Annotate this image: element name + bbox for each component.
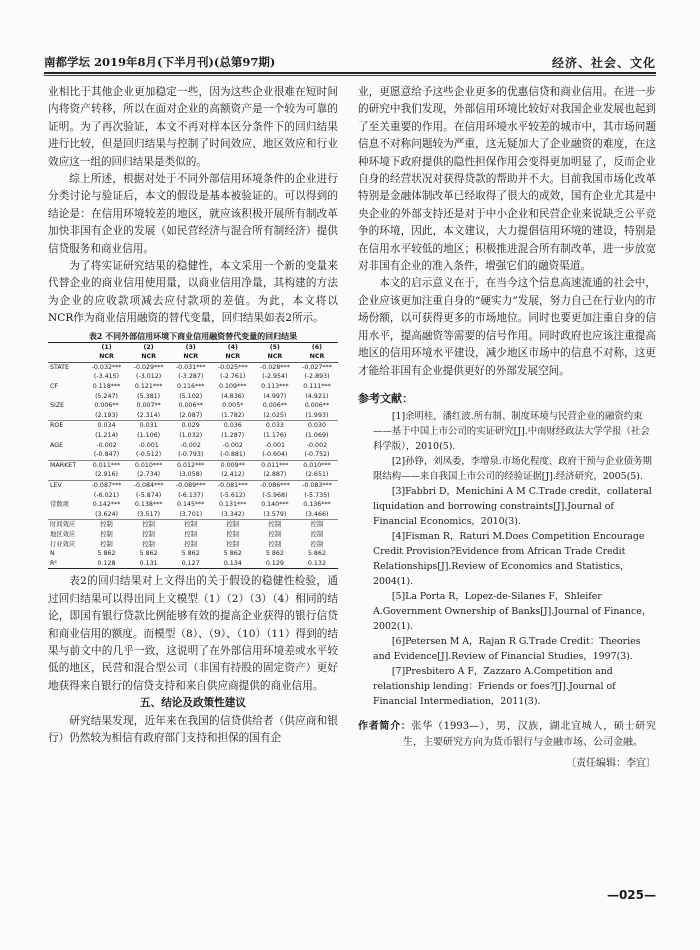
header-rule-thin — [44, 75, 656, 76]
table-cell: 0.129 — [254, 559, 296, 569]
table-cell: (-5.968) — [262, 491, 288, 499]
table-cell: 0.006** — [178, 402, 203, 410]
author-label: 作者简介： — [358, 721, 412, 733]
table-cell: (3.517) — [137, 510, 161, 518]
table-cell: -0.029*** — [133, 363, 164, 371]
table-cell: -0.031*** — [175, 363, 206, 371]
table-cell: 0.136*** — [303, 501, 331, 509]
table-body — [48, 362, 338, 568]
table-cell: (4.997) — [263, 392, 287, 400]
table-cell: 控制 — [128, 520, 170, 530]
table-caption: 表2 不同外部信用环境下商业信用融资替代变量的回归结果 — [88, 330, 298, 341]
references-list — [358, 409, 656, 709]
table-header-cell — [48, 342, 86, 352]
table-cell: 控制 — [268, 540, 282, 548]
table-cell: 0.132 — [296, 559, 338, 569]
table-subheader-cell: NCR — [170, 352, 212, 362]
table-cell: -0.002 — [96, 441, 117, 449]
header-rule — [44, 72, 656, 74]
table-cell: (-6.137) — [178, 491, 204, 499]
table-row-label: 行业效应 — [50, 540, 76, 548]
table-cell: -0.001 — [264, 441, 285, 449]
table-cell: 0.006** — [262, 402, 288, 410]
table-cell: (-5.874) — [136, 491, 162, 499]
table-row-label: CF — [50, 383, 59, 391]
table-cell: (-5.735) — [304, 491, 330, 499]
table-cell: 控制 — [170, 520, 212, 530]
table-cell: 5 862 — [307, 550, 326, 558]
table-row — [48, 421, 338, 431]
table-cell: 控制 — [184, 540, 197, 548]
table-cell: 0.131 — [128, 559, 170, 569]
reference-item: [7]Presbitero A F，Zazzaro A.Competition and relationship lending：Friends or foes?[J].Journal of Financial Intermediation，2011(3). — [373, 666, 616, 708]
table-row-label: MARKET — [48, 460, 86, 470]
table-cell: 控制 — [296, 520, 338, 530]
table-cell: 5 862 — [181, 550, 200, 558]
table-cell: -0.089*** — [170, 481, 212, 491]
table-cell: 0.034 — [86, 421, 128, 431]
table-header-cell: (1) — [86, 342, 128, 352]
table-row — [48, 411, 338, 421]
table-cell: (2.087) — [179, 411, 203, 419]
table-subheader-cell: NCR — [212, 352, 254, 362]
table-subheader-cell: NCR — [86, 352, 128, 362]
table-row-label: N — [50, 550, 55, 558]
table-cell: -0.084*** — [128, 481, 170, 491]
table-cell: (-3.287) — [178, 373, 204, 381]
table-cell: (5.247) — [95, 392, 119, 400]
table-row-label: 时间效应 — [48, 520, 86, 530]
section-heading: 五、结论及政策性建议 — [140, 697, 246, 710]
table-cell: (3.342) — [221, 510, 245, 518]
table-cell: (3.579) — [263, 510, 287, 518]
table-cell: (2.651) — [305, 471, 329, 479]
table-cell: -0.002 — [180, 441, 201, 449]
table-cell: -0.002 — [306, 441, 328, 449]
table-cell: -0.001 — [138, 441, 159, 449]
table-cell: -0.028*** — [259, 363, 290, 371]
table-row — [48, 470, 338, 480]
reference-item: [1]余明桂，潘红波.所有制、制度环境与民营企业的融资约束——基于中国上市公司的实证研究[J].中南财经政法大学学报（社会科学版），2010(5). — [373, 411, 650, 453]
table-cell: (2.887) — [263, 471, 287, 479]
table-cell: (-6.021) — [93, 491, 120, 499]
table-cell: 0.029 — [170, 421, 212, 431]
table-row — [48, 372, 338, 382]
table-subheader-cell — [48, 352, 86, 362]
table-cell: (2.314) — [137, 411, 161, 419]
responsible-editor: 〔责任编辑：李宜〕 — [566, 758, 656, 770]
table-subheader-cell: NCR — [128, 352, 170, 362]
table-cell: 控制 — [184, 530, 197, 538]
table-cell: (-0.881) — [220, 451, 246, 459]
table-cell: 控制 — [226, 540, 240, 548]
paragraph: 为了将实证研究结果的稳健性，本文采用一个新的变量来代替企业的商业信用使用量，以商业信用净量，其构建的方法为企业的应收款项减去应付款项的差值。为此，本文将以NCR作为商业信用融资的替代变量，回归结果如表2所示。 — [48, 260, 338, 325]
journal-issue: 2019年8月(下半月刊)(总第97期) — [94, 55, 276, 69]
table-cell: (1.106) — [137, 432, 161, 440]
table-cell: 5 862 — [139, 550, 158, 558]
journal-info — [44, 54, 275, 70]
table-cell: 5 862 — [97, 550, 116, 558]
page-number: —025— — [606, 888, 656, 902]
paragraph: 表2的回归结果对上文得出的关于假设的稳健性检验，通过回归结果可以得出同上文模型（1）（2）（3）（4）相同的结论，即国有银行贷款比例能够有效的提高企业获得的银行信贷和商业信用的额度。而模型（8）、（9）、（10）（11）得到的结果与前文中的几乎一致，这说明了在外部信用环境差或水平较低的地区，民营和混合型公司（非国有持股的固定资产）更好地获得来自银行的信贷支持和来自供应商提供的商业信用。 — [48, 575, 338, 692]
references-heading: 参考文献： — [358, 391, 413, 405]
table-cell: (3.624) — [95, 510, 119, 518]
table-cell: -0.086*** — [254, 481, 296, 491]
reference-item: [2]孙铮，刘凤委，李增泉.市场化程度、政府干预与企业债务期限结构——来自我国上市公司的经验证据[J].经济研究，2005(5). — [373, 456, 652, 483]
journal-section: 经济、社会、文化 — [551, 56, 656, 70]
table-row — [48, 559, 338, 569]
table-subheader-cell: NCR — [296, 352, 338, 362]
table-cell: -0.027*** — [302, 363, 332, 371]
table-row-label: R² — [48, 559, 86, 569]
table-row — [48, 520, 338, 530]
table-cell: -0.083*** — [296, 481, 338, 491]
table-cell: 0.128 — [86, 559, 128, 569]
table-row-label — [48, 431, 86, 441]
table-cell: 0.031 — [128, 421, 170, 431]
table-cell: 控制 — [212, 520, 254, 530]
table-cell: 控制 — [310, 530, 324, 538]
table-cell: (-3.415) — [93, 373, 120, 381]
left-column — [48, 84, 338, 747]
reference-item: [6]Petersen M A，Rajan R G.Trade Credit：Theories and Evidence[J].Review of Financial Studies，1997(3). — [373, 636, 641, 663]
table-cell: 控制 — [226, 530, 240, 538]
table-cell: (2.193) — [95, 411, 119, 419]
table-cell: (5.381) — [137, 392, 161, 400]
table-row-label — [48, 411, 86, 421]
reference-item: [4]Fisman R，Raturi M.Does Competition Encourage Credit Provision?Evidence from African Trade Credit Relationships[J].Review of Economics and Statistics，2004(1). — [373, 531, 645, 588]
table-cell: (-0.752) — [304, 451, 330, 459]
table-row-label: STATE — [50, 363, 69, 371]
table-cell: (4.836) — [221, 392, 245, 400]
table-cell: 0.011*** — [86, 460, 128, 470]
table-cell: 控制 — [142, 530, 155, 538]
table-cell: (3.701) — [179, 510, 203, 518]
table-cell: 0.113*** — [261, 383, 289, 391]
table-cell: (-0.604) — [262, 451, 288, 459]
table-cell: 5 862 — [223, 550, 242, 558]
paragraph: 综上所述，根据对处于不同外部信用环境条件的企业进行分类讨论与验证后，本文的假设是基本被验证的。可以得到的结论是：在信用环境较差的地区，就应该积极开展所有制改革加快非国有企业的发展（如民营经济与混合所有制经济）提供信贷服务和商业信用。 — [48, 173, 338, 255]
table-row — [48, 460, 338, 470]
table-cell: -0.002 — [222, 441, 243, 449]
table-row-label: AGE — [50, 441, 64, 449]
table-header-cell: (4) — [212, 342, 254, 352]
table-row — [48, 530, 338, 540]
paragraph: 研究结果发现，近年来在我国的信贷供给者（供应商和银行）仍然较为相信有政府部门支持和担保的国有企 — [48, 714, 338, 744]
table-cell: -0.081*** — [212, 481, 254, 491]
table-row — [48, 431, 338, 441]
table-cell: (-5.612) — [220, 491, 246, 499]
table-row — [48, 491, 338, 501]
table-cell: 控制 — [254, 520, 296, 530]
table-header-cell: (2) — [128, 342, 170, 352]
table-subheader-cell: NCR — [254, 352, 296, 362]
table-cell: 0.116*** — [176, 383, 205, 391]
table-cell: 0.036 — [212, 421, 254, 431]
paragraph: 本文的启示意义在于，在当今这个信息高速流通的社会中，企业应该更加注重自身的“硬实力”发展，努力自己在行业内的市场份额，以可获得更多的市场地位。同时也要更加注重自身的信用水平，提高融资等需要的信号作用。同时政府也应该注重提高地区的信用环境水平建设，减少地区市场中的信息不对称，这更才能给非国有企业提供更好的外部发展空间。 — [358, 277, 656, 377]
table-cell: (5.102) — [179, 392, 203, 400]
table-cell: 0.109*** — [219, 383, 247, 391]
table-row-label — [48, 510, 86, 520]
table-cell: -0.032*** — [91, 363, 122, 371]
table-row-label: ROE — [48, 421, 86, 431]
table-row — [48, 500, 338, 510]
table-cell: -0.087*** — [86, 481, 128, 491]
table-row-label — [48, 470, 86, 480]
table-header-row — [48, 342, 338, 352]
table-cell: (-0.793) — [178, 451, 204, 459]
table-cell: (-3.012) — [136, 373, 162, 381]
table-cell: 5 862 — [265, 550, 284, 558]
table-cell: (-0.512) — [136, 451, 162, 459]
paragraph: 业，更愿意给予这些企业更多的优惠信贷和商业信用。在进一步的研究中我们发现，外部信用环境比较好对我国企业发展也起到了至关重要的作用。在信用环境水平较差的城市中，其市场问题信息不对称问题较为严重，这无疑加大了企业融资的难度，在这种环境下政府提供的隐性担保作用会变得更加明显了，反而企业自身的经营状况对获得贷款的帮助并不大。目前我国市场化改革特别是金融体制改革已经取得了很大的成效，国有企业尤其是中央企业的外部支持还是对于中小企业和民营企业来说缺乏公平竞争的环境，因此，本文建议，大力提倡信用环境的建设，特别是在信用水平较低的地区；积极推进混合所有制改革，进一步放宽对非国有企业的准入条件，增强它们的融资渠道。 — [358, 86, 656, 273]
table-cell: 0.140*** — [261, 501, 289, 509]
table-row-label — [48, 450, 86, 460]
right-column — [358, 84, 656, 773]
table-cell: 0.010*** — [296, 460, 338, 470]
table-row — [48, 382, 338, 392]
table-cell: (1.032) — [179, 432, 203, 440]
table-cell: 0.121*** — [134, 383, 163, 391]
table-cell: (1.287) — [221, 432, 245, 440]
paragraph: 业相比于其他企业更加稳定一些，因为这些企业很难在短时间内将资产转移，所以在面对企业的高额资产是一个较为可靠的证明。为了再次验证，本文不再对样本区分条件下的回归结果进行比较，但是回归结果与控制了时间效应、地区效应和行业效应这一组的回归结果是类似的。 — [48, 86, 338, 168]
table-row — [48, 392, 338, 402]
table-cell: 0.134 — [212, 559, 254, 569]
table-cell: (-2.761) — [220, 373, 246, 381]
table-cell: (2.412) — [221, 471, 245, 479]
table-row-label — [48, 372, 86, 382]
table-cell: 0.006** — [94, 402, 119, 410]
table-row-label: LEV — [48, 481, 86, 491]
table-row — [48, 540, 338, 550]
table-cell: (3.058) — [179, 471, 203, 479]
regression-table — [48, 342, 338, 570]
table-cell: (1.176) — [263, 432, 287, 440]
table-cell: 0.030 — [296, 421, 338, 431]
journal-name: 南都学坛 — [44, 55, 90, 69]
table-row — [48, 510, 338, 520]
table-cell: (-0.847) — [93, 451, 120, 459]
table-cell: 0.006** — [304, 402, 330, 410]
table-cell: 控制 — [100, 540, 113, 548]
table-subheader-row — [48, 352, 338, 362]
author-bio — [358, 719, 656, 751]
table-row — [48, 450, 338, 460]
reference-item: [3]Fabbri D，Menichini A M C.Trade credit，collateral liquidation and borrowing constraints[J].Journal of Financial Economics，2010(3). — [373, 486, 652, 528]
table-row-label: 地区效应 — [50, 530, 76, 538]
table-cell: 控制 — [310, 540, 324, 548]
table-cell: 0.145*** — [176, 501, 205, 509]
running-header — [44, 54, 656, 70]
table-cell: (1.782) — [221, 411, 245, 419]
table-cell: (1.214) — [95, 432, 119, 440]
table-header-cell: (6) — [296, 342, 338, 352]
table-cell: 0.005* — [222, 402, 244, 410]
table-cell: (1.069) — [305, 432, 329, 440]
table-row — [48, 362, 338, 372]
table-row-label: 常数项 — [50, 501, 69, 509]
table-cell: -0.025*** — [217, 363, 248, 371]
table-row — [48, 441, 338, 451]
table-cell: (1.993) — [305, 411, 329, 419]
table-cell: 0.111*** — [303, 383, 331, 391]
table-row-label — [48, 392, 86, 402]
table-row-label — [48, 491, 86, 501]
table-cell: 0.118*** — [92, 383, 121, 391]
regression-table-block — [48, 330, 338, 570]
table-cell: 0.007** — [136, 402, 161, 410]
table-header-cell: (5) — [254, 342, 296, 352]
table-cell: 0.127 — [170, 559, 212, 569]
table-cell: 0.131*** — [219, 501, 247, 509]
table-cell: (4.921) — [305, 392, 329, 400]
table-cell: (2.734) — [137, 471, 161, 479]
table-cell: 0.138*** — [134, 501, 163, 509]
reference-item: [5]La Porta R，Lopez-de-Silanes F，Shleifer A.Government Ownership of Banks[J].Journal of Finance，2002(1). — [373, 591, 652, 633]
table-row — [48, 401, 338, 411]
table-cell: 控制 — [142, 540, 155, 548]
table-header-cell: (3) — [170, 342, 212, 352]
table-row — [48, 549, 338, 559]
author-text: 张华（1993—），男，汉族，湖北宜城人，硕士研究生，主要研究方向为货币银行与金融市场、公司金融。 — [403, 721, 657, 749]
table-cell: 0.011*** — [254, 460, 296, 470]
table-cell: 0.033 — [254, 421, 296, 431]
table-row-label: SIZE — [50, 402, 65, 410]
table-cell: (2.025) — [263, 411, 287, 419]
table-row — [48, 481, 338, 491]
table-cell: 控制 — [268, 530, 282, 538]
table-cell: (-2.893) — [304, 373, 330, 381]
table-cell: 0.142*** — [92, 501, 121, 509]
table-cell: 0.010*** — [128, 460, 170, 470]
table-cell: (-2.954) — [262, 373, 288, 381]
table-cell: 控制 — [86, 520, 128, 530]
table-cell: 控制 — [100, 530, 113, 538]
table-cell: 0.012*** — [170, 460, 212, 470]
table-cell: 0.009** — [212, 460, 254, 470]
table-cell: (2.916) — [95, 471, 119, 479]
table-cell: (3.466) — [305, 510, 329, 518]
